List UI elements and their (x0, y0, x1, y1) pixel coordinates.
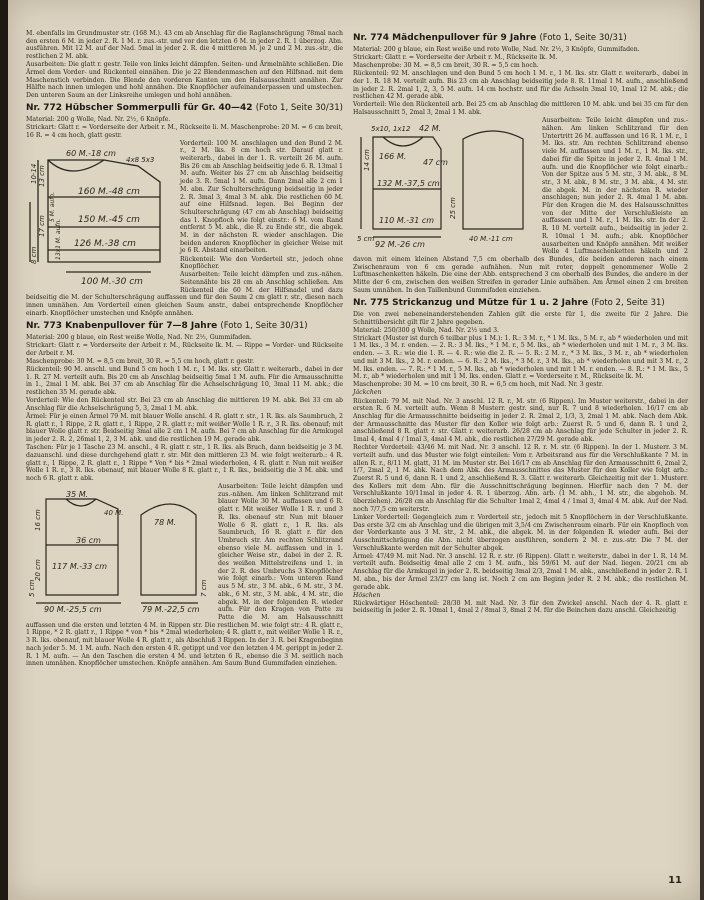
p774-vorderteil: Vorderteil: Wie den Rückenteil arb. Bei 25 cm ab Anschlag die mittleren 10 M. abk. und bei 35 cm für den Halsausschnitt 5, 2mal 3, 2mal 1 M. abk. (353, 101, 688, 117)
p774-ausarbeiten: Ausarbeiten: Teile leicht dämpfen und zus.-nähen. Am linken Schlitzrand für den Untertritt 26 M. auffassen und 16 R. 1 M. r., 1 M. lks. str. Am rechten Schlitzrand ebenso viele M. auffassen und 1 M. r., 1 M. lks. str., dabei für die Spitze in jeder 2. R. 4mal 1 M. aufn. und die Knopflöcher wie folgt einarb.: Von der Spitze aus 5 M. str., 3 M. abk., 8 M. str., 3 M. abk., 8 M. str., 3 M. abk., 4 M. str. die abgek. M. in der nächsten R. wieder anschlagen; nun jeder 2. R. 4mal 1 M. abn. Für den Kragen die M. des Halsausschnittes von der Mitte der Verschlußleiste an auffassen und 1 M. r., 1 M. lks. str. In der 2. R. 10 M. verteilt aufn., beidseitig in jeder 2. R. 10mal 1 M. aufn.; abk. Knopflöcher ausarbeiten und Knöpfe annähen. Mit weißer Wolle 4 Luftmaschenketten häkeln und 2 davon mit einem kleinen Abstand 7,5 cm oberhalb des Bundes, die beiden anderen nach einem Zwischenraum von 6 cm gerade aufnähen. Nun mit roter, doppelt genommener Wolle 2 Luftmaschenketten häkeln. Die eine der Abb. entsprechend 3 cm oberhalb des Bundes, die andere in der Mitte der 6 cm, zwischen den weißen Streifen in gerader Linie aufnähen. Am Ärmel einen 2 cm breiten Saum umnähen. In den Taillenbund Gummifaden einziehen. (353, 117, 688, 294)
d772-h17: 17 cm (38, 214, 46, 237)
p774-strickart: Strickart: Glatt r. = Vorderseite der Arbeit r. M., Rückseite lk. M. (353, 54, 558, 62)
p772-material: Material: 200 g Wolle, Nad. Nr. 2½, 6 Knöpfe. (26, 115, 171, 123)
d772-w100: 100 M.-30 cm (81, 276, 143, 287)
p773-ausarbeiten: Ausarbeiten: Teile leicht dämpfen und zus.-nähen. Am linken Schlitzrand mit blauer Wolle 30 M. auffassen und 6 R. glatt r. Mit weißer Wolle 1 R. r. und 3 R. lks. obenauf str. Nun mit blauer Wolle 6 R. glatt r., 1 R. lks. als Saumbruch, 16 R. glatt r. für den Umbruch str. Am rechten Schlitzrand ebenso viele M. auffassen und in 1. gleicher Weise str., dabei in der 2. R. des weißen Mittelstreifens und 1. in der 2. R. des Umbruchs 3 Knopflöcher wie folgt einarb.: Vom unteren Rand aus 5 M. str., 3 M. abk., 6 M. str., 3 M. abk., 6 M. str., 3 M. abk., 4 M. str., die abgek. M. in der folgenden R. wieder aufn. Für den Kragen von Patte zu Patte die M. am Halsausschnitt auffassen und die ersten und letzten 4 M. in Rippen str. Die restlichen M. wie folgt str.: 4 R. glatt r., 1 Rippe, * 2 R. glatt r., 1 Rippe * von * bis * 2mal wiederholen; 4 R. glatt r., mit weißer Wolle 1 R. r., 3 R. lks. obenauf, mit blauer Wolle 4 R. glatt r., als Abschluß 3 Rippen. In der 3. R. bei Kragenbeginn nach jeder 5. M. 1 M. aufn. Nach den ersten 4 R. getippt und vor den letzten 4 M. gerippt in jeder 2. R. 1 M. aufn. — An den Taschen die ersten 4 M. und letzten 6 R., ebenso die 3 M. seitlich nach innen umnähen. Knopflöcher umstechen. Knöpfe annähen. Am Saum Bund Gummifaden einziehen. (26, 483, 343, 668)
d774-h14: 14 cm (363, 149, 371, 172)
p773-material: Material: 200 g blaue, ein Rest weiße Wolle, Nad. Nr. 2½, Gummifaden. (26, 333, 252, 341)
diagram-774 (353, 119, 538, 249)
d773-h16: 16 cm (34, 509, 42, 532)
p775-maschenprobe: Maschenprobe: 30 M. = 10 cm breit, 30 R. = 6,5 cm hoch, mit Nad. Nr. 3 gestr. (353, 381, 604, 389)
p772-strickart: Strickart: Glatt r. = Vorderseite der Arbeit r. M., Rückseite li. M. Maschenprobe: 20 M. = 6 cm breit, 16 R. = 4 cm hoch, glatt gestr. (26, 123, 343, 139)
p775-intro: Die von zwei nebeneinanderstehenden Zahlen gilt die erste für 1, die zweite für 2 Jahre. Die Schnittübersicht gilt für 2 Jahre gegeben. (353, 310, 688, 326)
d774-w166: 166 M. (379, 152, 407, 162)
p772-vorderteil: Vorderteil: 100 M. anschlagen und den Bund 2 M. r., 2 M. lks. 8 cm hoch str. Darauf glatt r. weiterarb., dabei in der 1. R. verteilt 26 M. aufn. Bis 26 cm ab Anschlag beidseitig jede 6. R. 13mal 1 M. aufn. Weiter bis 27 cm ab Anschlag beidseitig jede 3. R. 5mal 1 M. aufn. Dann 2mal alle 2 cm 1 M. abn. Zur Schulterschrägung beidseitig in jeder 2. R. 3mal 3, 4mal 3 M. abk. Die restlichen 60 M. auf eine Hilfsnad. legen. Bei Beginn der Schulterschrägung (47 cm ab Anschlag) beidseitig das 1. Knopfloch wie folgt einstr.: 6 M. vom Rand entfernt 5 M. abk., die R. zu Ende str., die abgek. M. in der nächsten R. wieder anschlagen. Die beiden anderen Knopflöcher in gleicher Weise mit je 6 R. Abstand einarbeiten. (180, 139, 343, 255)
subheading-jaeckchen: Jäckchen (353, 389, 382, 397)
d772-w126: 126 M.-38 cm (74, 238, 136, 249)
d774-w132: 132 M.-37,5 cm (377, 179, 440, 189)
diagram-772 (26, 142, 176, 292)
d774-top: 5x10, 1x12 (371, 125, 411, 134)
d772-w160: 160 M.-48 cm (78, 186, 140, 197)
page-number: 11 (668, 875, 682, 886)
d772-h8: 8 cm (30, 246, 38, 264)
d773-h5: 5 cm (28, 579, 36, 598)
p775-linker-vorderteil: Linker Vorderteil: Gegengleich zum r. Vorderteil str., jedoch mit 5 Knopflöchern in der Verschlußkante. Das erste 3/2 cm ab Anschlag und die übrigen mit 3,5/4 cm Zwischenraum einarb. Für ein Knopfloch von der Vorderkante aus 3 M. str., 2 M. abk., die abgek. M. in der folgenden R. wieder aufn. Bei der Ausschnittschrägung die Abn. nicht überzogen ausführen, sondern 2 M. r. zus.-str. Die 7 M. der Verschlußkante werden mit der Schulter abgek. (353, 513, 688, 552)
d773-s7: 7 cm (200, 579, 208, 598)
p775-rechter-vorderteil: Rechter Vorderteil: 43/46 M. mit Nad. Nr. 3 anschl. 12 R. r. M. str. (6 Rippen). In der 1. Musterr. 3 M. verteilt aufn. und das Muster wie folgt einteilen: Vom r. Arbeitsrand aus für die Verschlußkante 7 M. in allen R. r., 8/11 M. glatt, 31 M. im Muster str. Bei 16/17 cm ab Anschlag für den Armausschnitt 6, 2mal 2, 1/7, 2mal 2, 1 M. abk. Nach dem Abk. des Armausschnittes das Muster für den Koller wie folgt arb.: Zuerst R. 5 und 6, dann R. 1 und 2, anschließend R. 3. Glatt r. weiterarb. Gleichzeitig mit der 1. Musterr. des Kollers mit dem Abn. für die Ausschnittschrägung beginnen. Hierfür nach den 7 M. der Verschlußkante 10/11mal in jeder 4. R. 1 überzog. Abn. arb. (1 M. abh., 1 M. str., die abgehob. M. überziehen). 26/28 cm ab Anschlag für die Schulter 1mal 2, 4mal 4 / 1mal 3, 4mal 4 M. abk. Auf der Nad. noch 7/7,5 cm weiterstr. (353, 444, 688, 513)
intro-text: M. ebenfalls im Grundmuster str. (168 M.). 43 cm ab Anschlag für die Raglanschrägung 78mal nach den ersten 6 M. in jeder 2. R. 1 M. r. zus.-str. und vor den letzten 6 M. in jeder 2. R. 1 überzog. Abn. ausführen. Mit 12 M. auf der Nad. 5mal in jeder 2. R. die 4 mittleren M. je 2 und 2 M. zus.-str., die restlichen 2 M. abk. (26, 30, 343, 61)
p774-material: Material: 200 g blaue, ein Rest weiße und rote Wolle, Nad. Nr. 2½, 3 Knöpfe, Gummifaden. (353, 46, 640, 53)
d772-top: 60 M.-18 cm (66, 148, 116, 158)
subheading-hoeschen: Höschen (353, 591, 381, 599)
book-binding (0, 0, 8, 900)
p772-ausarbeiten: Ausarbeiten: Teile leicht dämpfen und zus.-nähen. Seitennähte bis 28 cm ab Anschlag schließen. Am Rückenteil die 60 M. der Hilfsnadel und dazu beidseitig die M. der Schulterschrägung auffassen und für den Saum 2 cm glatt r. str., diesen nach innen umnähen. Am Vorderteil einen gleichen Saum anstr., dabei entsprechende Knopflöcher einarb. Knopflöcher umstechen und Knöpfe annähen. (26, 271, 343, 317)
p775-rueckenteil: Rückenteil: 79 M. mit Nad. Nr. 3 anschl. 12 R. r., M. str. (6 Rippen). Im Muster weiterstr., dabei in der ersten R. 6 M. verteilt aufn. Wenn 8 Musterr. gestr. sind, nur R. 7 und 8 wiederholen. 16/17 cm ab Anschlag für die Armausschnitte beidseitig in jeder 2. R. 2mal 2, 1/3, 3, 2mal 1 M. abk. Nach dem Abk. der Armausschnitte das Muster für den Koller wie folgt arb.: Zuerst R. 5 und 6, dann R. 1 und 2, anschließend 8 R. glatt r. str. Glatt r. weiterarb. 26/28 cm ab Anschlag für jede Schulter in jeder 2. R. 1mal 4, 4mal 4 / 1mal 3, 4mal 4 M. abk., die restlichen 27/29 M. gerade abk. (353, 397, 688, 444)
d773-s78: 78 M. (154, 518, 177, 528)
d774-s40: 40 M.-11 cm (469, 235, 513, 244)
d774-w110: 110 M.-31 cm (379, 216, 435, 226)
p773-strickart: Strickart: Glatt r. = Vorderseite der Arbeit r. M., Rückseite lk. M. — Rippe = Vorder- und Rückseite der Arbeit r. M. (26, 342, 343, 357)
p773-vorderteil: Vorderteil: Wie den Rückenteil str. Bei 23 cm ab Anschlag die mittleren 19 M. abk. Bei 33 cm ab Anschlag für die Achselschrägung 5, 3, 2mal 1 M. abk. (26, 397, 343, 412)
p773-aermel: Ärmel: Für je einen Ärmel 79 M. mit blauer Wolle anschl. 4 R. glatt r. str., 1 R. lks. als Saumbruch, 2 R. glatt r., 1 Rippe, 2 R. glatt r., 1 Rippe, 2 R. glatt r.; mit weißer Wolle 1 R. r., 3 R. lks. obenauf; mit blauer Wolle glatt r. str. Beidseitig 3mal alle 2 cm 1 M. aufn. Bei 7 cm ab Anschlag für die Armkugel in jeder 2. R. 2, 26mal 1, 2, 3 M. abk. und die restlichen 19 M. gerade abk. (26, 412, 343, 444)
p773-maschenprobe: Maschenprobe: 30 M. = 8,5 cm breit, 30 R. = 5,5 cm hoch, glatt r. gestr. (26, 357, 255, 365)
d772-side: 10-14 (30, 163, 38, 184)
heading-772: Nr. 772 Hübscher Sommerpulli für Gr. 40—42 (Foto 1, Seite 30/31) (26, 102, 343, 113)
d774-w92: 92 M.-26 cm (375, 240, 425, 250)
p773-taschen: Taschen: Für je 1 Tasche 23 M. anschl., 4 R. glatt r. str., 1 R. lks. als Bruch, dann beidseitig je 3 M. dazuanschl. und diese durchgehend glatt r. str. Mit den mittleren 23 M. wie folgt weiterarb.: 4 R. glatt r., 1 Rippe, 2 R. glatt r., 1 Rippe * Von * bis * 2mal wiederholen, 4 R. glatt r. Nun mit weißer Wolle 1 R. r., 3 R. lks. obenauf, mit blauer Wolle 8 R. glatt r., 1 R. lks., beidseitig die 3 M. abk. und noch 6 R. glatt r. abk. (26, 444, 343, 482)
p775-hoeschen: Rückwärtiger Höschenteil: 28/30 M. mit Nad. Nr. 3 für den Zwickel anschl. Nach der 4. R. glatt r. beidseitig in jeder 2. R. 10mal 1, 4mal 2 / 8mal 3, 8mal 2 M. für die Beinchen dazu anschl. Gleichzeitig (353, 599, 688, 615)
d774-w42: 42 M. (419, 124, 442, 134)
d772-w150: 150 M.-45 cm (78, 214, 140, 225)
diagram-773 (26, 485, 214, 613)
d773-s79: 79 M.-22,5 cm (142, 605, 200, 614)
d774-h25: 25 cm (449, 197, 457, 220)
d773-w117: 117 M.-33 cm (52, 562, 108, 572)
d773-h36: 36 cm (76, 536, 101, 546)
d773-w40: 40 M. (104, 509, 124, 518)
magazine-page (8, 0, 700, 900)
d774-h5: 5 cm (357, 235, 375, 244)
intro-text-2: Ausarbeiten: Die glatt r. gestr. Teile von links leicht dämpfen. Seiten- und Ärmelnähte schließen. Die Ärmel dem Vorder- und Rückenteil einnähen. Die je 22 Blendenmaschen auf den Hilfsnad. mit dem Maschenstich verbinden. Die Blende den vorderen Kanten um den Halsausschnitt annähen. Zur Hälfte nach innen umlegen und hohl annähen. Die Knopflöcher aufeinanderpassen und umstechen. Den unteren Saum an der Linksreihe umlegen und hohl annähen. (26, 61, 343, 100)
heading-775: Nr. 775 Strickanzug und Mütze für 1 u. 2 Jahre (Foto 2, Seite 31) (353, 297, 665, 308)
p775-aermel: Ärmel: 47/49 M. mit Nad. Nr. 3 anschl. 12 R. r. str. (6 Rippen). Glatt r. weiterstr., dabei in der 1. R. 14 M. verteilt aufn. Beidseitig 4mal alle 2 cm 1 M. aufn., bis 59/61 M. auf der Nad. liegen. 20/21 cm ab Anschlag für die Armkugel in jeder 2. R. beidseitig 3mal 2/3, 2mal 1 M. abk., anschließend in jeder 2. R. 1 M. abn., bis der Ärmel 23/27 cm lang ist. Noch 2 cm am Beginn jeder R. 2 M. abk.; die restlichen M. gerade abk. (353, 552, 688, 591)
d772-side2: 5 M. aufn. (49, 191, 56, 222)
left-column (26, 30, 343, 668)
d772-h13: 13 cm (38, 164, 46, 187)
p775-strickart: Strickart (Muster ist durch 6 teilbar plus 1 M.): 1. R.: 3 M. r., * 1 M. lks., 5 M. r., ab * wiederholen und mit 1 M. lks., 3 M. r. enden. — 2. R.: 3 M. lks., * 1 M. r., 5 M. lks., ab * wiederholen und mit 1 M. r., 3 M. lks. enden. — 3. R.: wie die 1. R. — 4. R.: wie die 2. R. — 5. R.: 2 M. r., * 3 M. lks., 3 M. r., ab * wiederholen und mit 3 M. lks., 2 M. r. enden. — 6. R.: 2 M. lks., * 3 M. r., 3 M. lks., ab * wiederholen und mit 3 M. r., 2 M. lks. enden. — 7. R.: * 1 M. r., 5 M. lks., ab * wiederholen und mit 1 M. r. enden. — 8. R.: * 1 M. lks., 5 M. r., ab * wiederholen und mit 1 M. lks. enden. Glatt r. = Vorderseite r. M., Rückseite lk. M. (353, 334, 688, 381)
p774-maschenprobe: Maschenprobe: 30 M. = 8,5 cm breit, 30 R. = 5,5 cm hoch. (353, 62, 539, 70)
p773-rueckenteil: Rückenteil: 90 M. anschl. und Bund 5 cm hoch 1 M. r., 1 M. lks. str. Glatt r. weiterarb., dabei in der 1. R. 27 M. verteilt aufn. Bis 20 cm ab Anschlag beidseitig 5mal 1 M. aufn. Für die Armausschnitte in 1., 2mal 1 M. abk. Bei 37 cm ab Anschlag für die Achselschrägung 10, 3mal 11 M. abk.; die restlichen 35 M. gerade abk. (26, 365, 343, 397)
d774-h47: 47 cm (423, 158, 448, 168)
d773-w35: 35 M. (66, 490, 89, 500)
p775-material: Material: 250/300 g Wolle, Nad. Nr. 2½ und 3. (353, 326, 499, 334)
heading-774: Nr. 774 Mädchenpullover für 9 Jahre (Foto 1, Seite 30/31) (353, 33, 627, 43)
right-column (353, 30, 688, 616)
p774-rueckenteil: Rückenteil: 92 M. anschlagen und den Bund 5 cm hoch 1 M. r., 1 M. lks. str. Glatt r. weiterarb., dabei in der 1. R. 18 M. verteilt aufn. Bis 23 cm ab Anschlag beidseitig jede 8. R. 11mal 1 M. aufn., anschließend in jeder 2. R. 2mal 1, 2, 3, 5 M. aufn. 14 cm hochstr. und für die Achseln 3mal 10, 1mal 12 M. abk.; die restlichen 42 M. gerade abk. (353, 70, 688, 101)
d772-side3: 13x1 M. aufn. (55, 218, 62, 260)
d773-h20: 20 cm (34, 559, 42, 582)
heading-773: Nr. 773 Knabenpullover für 7—8 Jahre (Foto 1, Seite 30/31) (26, 320, 308, 331)
d773-w90: 90 M.-25,5 cm (44, 605, 102, 614)
d772-shoulder: 4x8 5x3 (126, 155, 155, 164)
p772-rueckenteil: Rückenteil: Wie den Vorderteil str., jedoch ohne Knopflöcher. (180, 255, 343, 271)
